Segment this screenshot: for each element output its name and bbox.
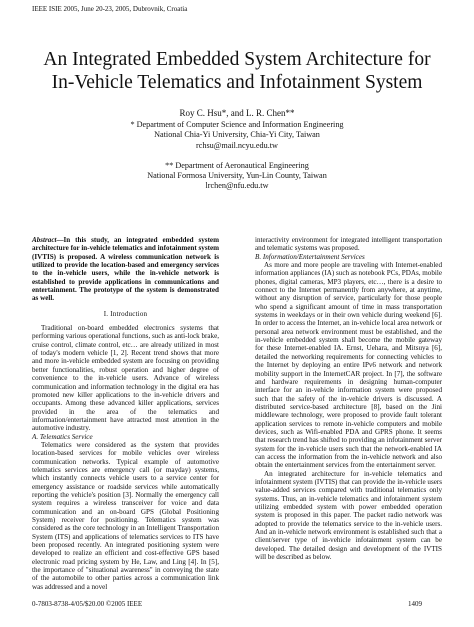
affiliation-2-univ: National Formosa University, Yun-Lin County, Taiwan bbox=[147, 171, 327, 181]
left-column bbox=[32, 236, 219, 591]
telematics-paragraph: Telematics were considered as the system that provides location-based services for mobile vehicles over wireless communication networks. Typical example of automotive telematics services are emergency call (or mayday) systems, which instantly connects vehicle users to a service center for emergency assistance or roadside services while automatically reporting the vehicle's position [3]. Normally the emergency call system requires a wireless transceiver for voice and data communication and an on-board GPS (Global Positioning System) receiver for positioning. Telematics system was considered as the core technology in an Intelligent Transportation System (ITS) and applications of telematics services to ITS have been proposed recently. An integrated positioning system were developed to realize an efficient and cost-effective GPS based electronic road pricing system by He, Law, and Ling [4]. In [5], the importance of "situational awareness" in conveying the state of the automobile to other parties across a communication link was addressed and a novel bbox=[32, 440, 219, 591]
intro-paragraph: Traditional on-board embedded electronics systems that performing various operational functions, such as anti-lock brake, cruise control, climate control, etc… are already utilized in most of today's modern vehicle [1, 2]. Recent trend shows that more and more in-vehicle embedded system are focusing on providing better functionalities, robust operation and higher degree of convenience to the in-vehicle users. Advance of wireless communication and information technology in the digital era has promoted new killer applications to the in-vehicle drivers and occupants. Among these advanced killer applications, services provided in the area of the telematics and information/entertainment have attracted most attention in the automotive industry. bbox=[32, 324, 219, 433]
affiliation-2-dept: ** Department of Aeronautical Engineering bbox=[165, 160, 309, 170]
abstract-label: Abstract bbox=[32, 236, 57, 244]
continued-paragraph: interactivity environment for integrated intelligent transportation and telematic systems was proposed. bbox=[255, 236, 442, 253]
subsection-heading-infotainment: B. Information/Entertainment Services bbox=[255, 252, 365, 261]
abstract bbox=[32, 236, 219, 303]
conference-header: IEEE ISIE 2005, June 20-23, 2005, Dubrovnik, Croatia bbox=[32, 5, 188, 13]
section-heading-introduction: I. Introduction bbox=[103, 309, 148, 318]
right-column bbox=[255, 236, 442, 561]
affiliation-2-email: lrchen@nfu.edu.tw bbox=[205, 181, 269, 191]
abstract-text: —In this study, an integrated embedded system architecture for in-vehicle telematics and infotainment system (IVTIS) is proposed. A wireless communication network is utilized to provide the location-based and emergency services to the in-vehicle users, while the in-vehicle network is established to provide applications in communications and entertainment. The prototype of the system is demonstrated as well. bbox=[32, 236, 219, 303]
paper-title bbox=[0, 48, 474, 94]
title-line-2: In-Vehicle Telematics and Infotainment System bbox=[51, 72, 423, 93]
subsection-heading-telematics: A. Telematics Service bbox=[32, 432, 93, 441]
copyright-footer: 0-7803-8738-4/05/$20.00 ©2005 IEEE bbox=[32, 600, 143, 608]
author-names: Roy C. Hsu*, and L. R. Chen** bbox=[179, 108, 295, 118]
page-number: 1409 bbox=[408, 600, 422, 608]
affiliation-1-email: rchsu@mail.ncyu.edu.tw bbox=[196, 140, 278, 150]
title-line-1: An Integrated Embedded System Architecture for bbox=[43, 49, 431, 70]
infotainment-paragraph-2: An integrated architecture for in-vehicle telematics and infotainment system (IVTIS) that can provide the in-vehicle users value-added services compared with traditional telematics only systems. Thus, an in-vehicle telematics and infotainment system utilizing embedded system with power embedded operation system is proposed in this paper. The packet radio network was adopted to provide the telematics service to the in-vehicle users. And an in-vehicle network environment is established such that a client/server type of in-vehicle infotainment system can be developed. The detailed design and development of the IVTIS will be described as below. bbox=[255, 469, 442, 562]
author-block bbox=[0, 108, 474, 191]
affiliation-1-dept: * Department of Computer Science and Information Engineering bbox=[130, 120, 344, 130]
affiliation-1-univ: National Chia-Yi University, Chia-Yi City, Taiwan bbox=[154, 130, 320, 140]
infotainment-paragraph-1: As more and more people are traveling with Internet-enabled information appliances (IA) such as notebook PCs, PDAs, mobile phones, digital cameras, MP3 players, etc…, there is a desire to connect to the Internet permanently from anywhere, at anytime, without any disruption of service, particularly for those people who spend a significant amount of time in mass transportation systems in weekdays or in their own vehicle during weekend [6]. In order to access the Internet, an in-vehicle local area network or personal area network environment must be established, and the in-vehicle embedded system shall become the mobile gateway for these Internet-enabled IA. Ernst, Uehara, and Mitsuya [6], detailed the networking requirements for connecting vehicles to the Internet by deploying an entire IPv6 network and network mobility support in the InternetCAR project. In [7], the software and hardware requirements in designing human-computer interface for an in-vehicle information system were proposed such that the safety of the in-vehicle drivers is discussed. A distributed service-based architecture [8], based on the Jini middleware technology, were proposed to provide fault tolerant application services to remote in-vehicle computers and mobile devices, such as Wifi-enabled PDA and GPRS phone. It seems that research trend has shifted to providing an infotainment server system for the in-vehicle users such that the network-enabled IA can access the information from the in-vehicle network and also obtain the entertainment services from the entertainment server. bbox=[255, 261, 442, 470]
